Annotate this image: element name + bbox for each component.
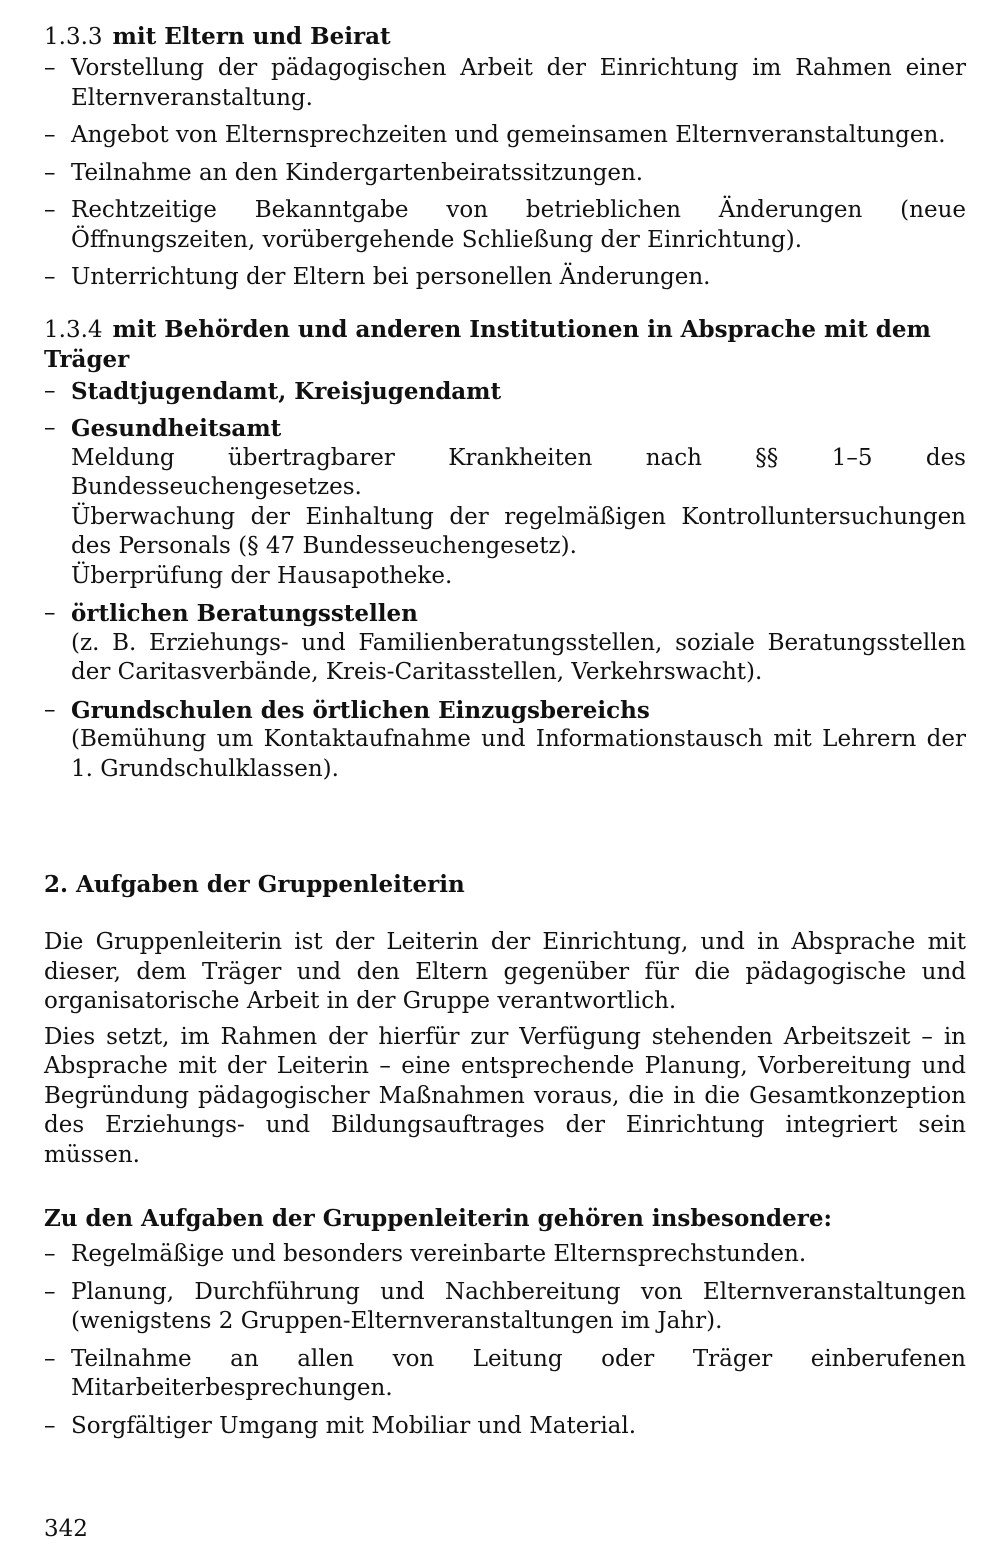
list-item-health-office — [44, 414, 966, 591]
chapter-title: Aufgaben der Gruppenleiterin — [76, 871, 465, 898]
page-number: 342 — [44, 1516, 88, 1542]
section-heading-1-3-3 — [44, 22, 966, 52]
section-heading-1-3-4 — [44, 315, 966, 375]
item-text: Überwachung der Einhaltung der regelmäßigen Kontrolluntersuchungen des Personals (§ 47 Bundesseuchengesetz). — [71, 503, 966, 559]
item-title: – örtlichen Beratungsstellen — [71, 600, 418, 627]
list-item: – Planung, Durchführung und Nachbereitung von Elternveranstaltungen (wenigstens 2 Gruppen-Elternveranstaltungen im Jahr). — [44, 1278, 966, 1337]
section-title: mit Eltern und Beirat — [112, 23, 391, 50]
item-text: Überprüfung der Hausapotheke. — [71, 562, 453, 589]
document-page — [44, 22, 966, 1449]
item-title: – Gesundheitsamt — [71, 415, 282, 442]
item-title: – Stadtjugendamt, Kreisjugendamt — [71, 377, 502, 405]
list-item-primary-schools — [44, 696, 966, 785]
list-item: – Regelmäßige und besonders vereinbarte Elternsprechstunden. — [44, 1240, 966, 1270]
paragraph: Die Gruppenleiterin ist der Leiterin der Einrichtung, und in Absprache mit dieser, dem Träger und den Eltern gegenüber für die pädagogische und organisatorische Arbeit in der Gruppe verantwortlich. — [44, 929, 966, 1014]
paragraph: Dies setzt, im Rahmen der hierfür zur Verfügung stehenden Arbeitszeit – in Absprache mit der Leiterin – eine entsprechende Planung, Vorbereitung und Begründung pädagogischer Maßnahmen voraus, die in die Gesamtkonzeption des Erziehungs- und Bildungsauftrages der Einrichtung integriert sein müssen. — [44, 1023, 966, 1168]
item-title: – Grundschulen des örtlichen Einzugsbereichs — [71, 696, 650, 724]
list-item: – Teilnahme an den Kindergartenbeiratssitzungen. — [44, 159, 966, 189]
item-text: (z. B. Erziehungs- und Familienberatungsstellen, soziale Beratungsstellen der Caritasverbände, Kreis-Caritasstellen, Verkehrswacht). — [71, 629, 966, 685]
tasks-heading: Zu den Aufgaben der Gruppenleiterin gehören insbesondere: — [44, 1205, 832, 1232]
list-item: – Unterrichtung der Eltern bei personellen Änderungen. — [44, 263, 966, 293]
parents-task-list — [44, 54, 966, 293]
chapter-number: 2. — [44, 871, 69, 898]
list-item: – Angebot von Elternsprechzeiten und gemeinsamen Elternveranstaltungen. — [44, 121, 966, 151]
chapter-heading — [44, 870, 966, 900]
item-text: Meldung übertragbarer Krankheiten nach §§ 1–5 des Bundesseuchengesetzes. — [71, 444, 966, 500]
list-item-counseling — [44, 599, 966, 688]
list-item: – Teilnahme an allen von Leitung oder Träger einberufenen Mitarbeiterbesprechungen. — [44, 1345, 966, 1404]
section-number: 1.3.3 — [44, 24, 103, 50]
institutions-list — [44, 377, 966, 785]
list-item: – Vorstellung der pädagogischen Arbeit der Einrichtung im Rahmen einer Elternveranstaltung. — [44, 54, 966, 113]
group-leader-task-list — [44, 1240, 966, 1441]
list-item: – Rechtzeitige Bekanntgabe von betrieblichen Änderungen (neue Öffnungszeiten, vorübergehende Schließung der Einrichtung). — [44, 196, 966, 255]
item-text: (Bemühung um Kontaktaufnahme und Informationstausch mit Lehrern der 1. Grundschulklassen). — [71, 726, 966, 782]
list-item: – Sorgfältiger Umgang mit Mobiliar und Material. — [44, 1412, 966, 1442]
list-item-youth-office — [44, 377, 966, 407]
section-title: mit Behörden und anderen Institutionen in Absprache mit dem Träger — [44, 315, 931, 373]
section-number: 1.3.4 — [44, 316, 103, 343]
